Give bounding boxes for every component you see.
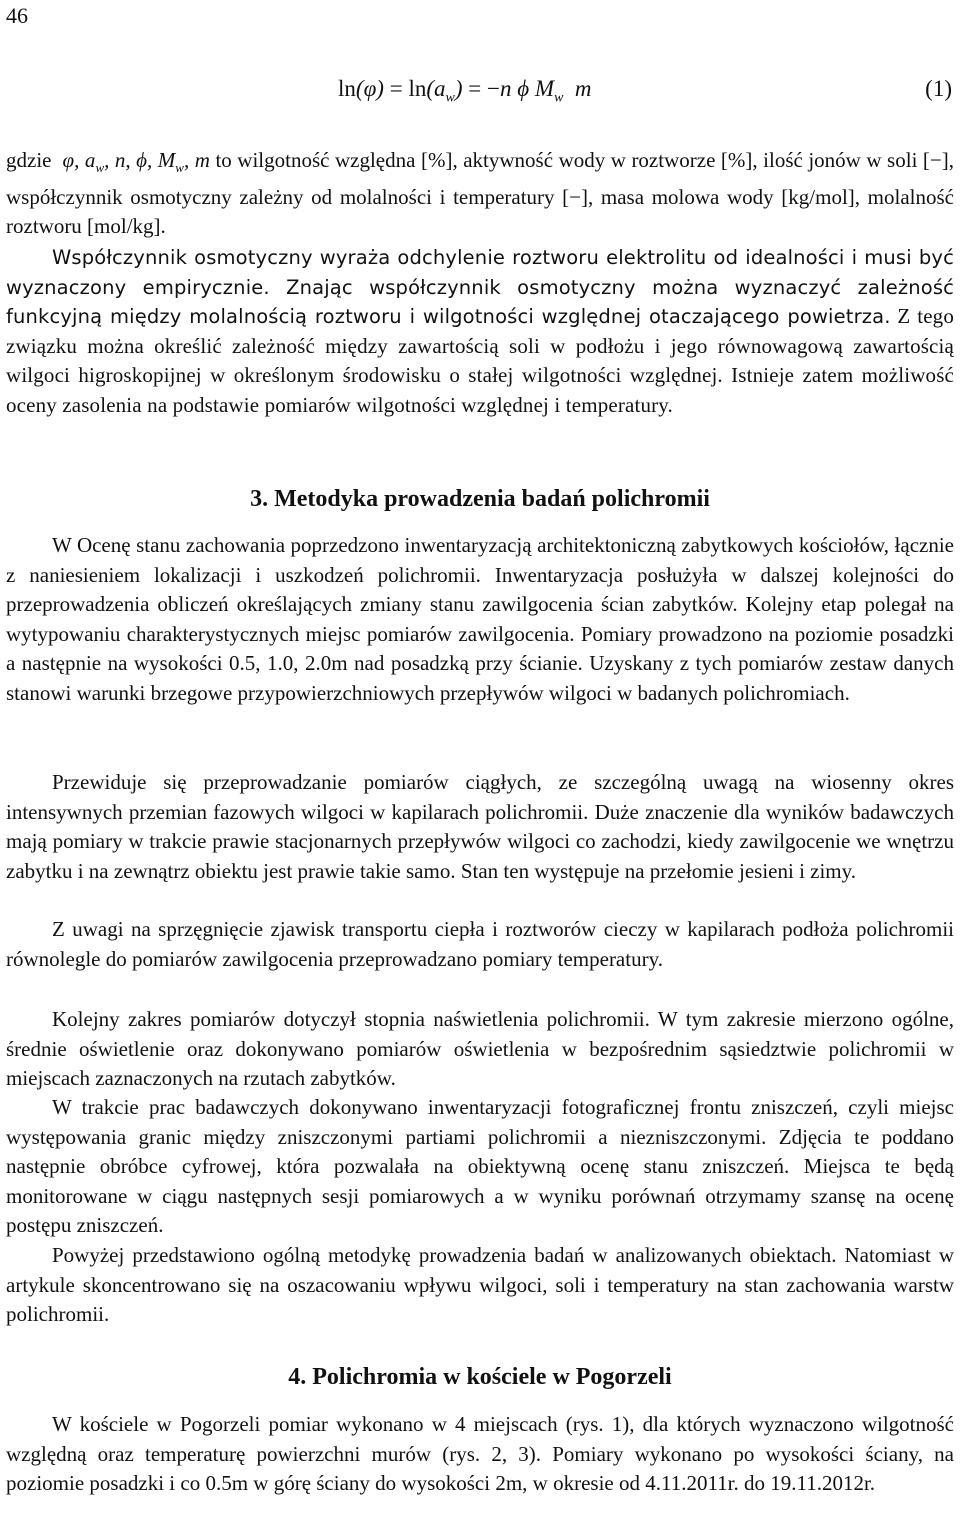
symbol-definitions: gdzie φ, $a_w$, n, ϕ, $M_w$, m to wilgotność względna [%], aktywność wody w roztworze [%], ilość jonów w soli [−], współczynnik osmotyczny zależny od molalności i temperatury [−], masa molowa wody [kg/mol], molalność roztworu [mol/kg]. bbox=[6, 148, 955, 239]
section-4-heading: 4. Polichromia w kościele w Pogorzeli bbox=[288, 1364, 672, 1390]
paragraph-osmotic: Współczynnik osmotyczny wyraża odchylenie roztworu elektrolitu od idealności i musi być wyznaczony empirycznie. Znając współczynnik osmotyczny można wyznaczyć zależność funkcyjną między molalnością roztworu i wilgotności względnej otaczającego powietrza. Z tego związku można określić zależność między zawartością soli w podłożu i jego równowagową zawartością wilgoci higroskopijnej w określonym środowisku o stałej wilgotności względnej. Istnieje zatem możliwość oceny zasolenia na podstawie pomiarów wilgotności względnej i temperatury. bbox=[6, 246, 954, 417]
section-3-paragraph-6: Powyżej przedstawiono ogólną metodykę prowadzenia badań w analizowanych obiektach. Natomiast w artykule skoncentrowano się na oszacowaniu wpływu wilgoci, soli i temperatury na stan zachowania warstw polichromii. bbox=[6, 1243, 954, 1327]
equation-body: $\ln(\varphi) = \ln(a_w) = -n$ ϕ $M_w$ m bbox=[338, 76, 592, 106]
section-3-paragraph-4: Kolejny zakres pomiarów dotyczył stopnia naświetlenia polichromii. W tym zakresie mierzono ogólne, średnie oświetlenie oraz dokonywano pomiarów oświetlenia w bezpośrednim sąsiedztwie polichromii w miejscach zaznaczonych na rzutach zabytków. bbox=[6, 1007, 954, 1091]
page-number: 46 bbox=[6, 3, 28, 28]
section-3-paragraph-3: Z uwagi na sprzęgnięcie zjawisk transportu ciepła i roztworów cieczy w kapilarach podłoża polichromii równolegle do pomiarów zawilgocenia przeprowadzano pomiary temperatury. bbox=[6, 917, 954, 971]
section-3-paragraph-1: W Ocenę stanu zachowania poprzedzono inwentaryzacją architektoniczną zabytkowych kościołów, łącznie z naniesieniem lokalizacji i uszkodzeń polichromii. Inwentaryzacja posłużyła w dalszej kolejności do przeprowadzenia obliczeń określających zmiany stanu zawilgocenia ścian zabytków. Kolejny etap polegał na wytypowaniu charakterystycznych miejsc pomiarów zawilgocenia. Pomiary prowadzono na poziomie posadzki a następnie na wysokości 0.5, 1.0, 2.0m nad posadzką przy ścianie. Uzyskany z tych pomiarów zestaw danych stanowi warunki brzegowe przypowierzchniowych przepływów wilgoci w badanych polichromiach. bbox=[6, 533, 954, 705]
section-3-heading: 3. Metodyka prowadzenia badań polichromii bbox=[250, 486, 710, 512]
section-4-paragraph-1: W kościele w Pogorzeli pomiar wykonano w 4 miejscach (rys. 1), dla których wyznaczono wilgotność względną oraz temperaturę powierzchni murów (rys. 2, 3). Pomiary wykonano po wysokości ściany, na poziomie posadzki i co 0.5m w górę ściany do wysokości 2m, w okresie od 4.11.2011r. do 19.11.2012r. bbox=[6, 1412, 954, 1496]
section-3-paragraph-2: Przewiduje się przeprowadzanie pomiarów ciągłych, ze szczególną uwagą na wiosenny okres intensywnych przemian fazowych wilgoci w kapilarach polichromii. Duże znaczenie dla wyników badawczych mają pomiary w trakcie prawie stacjonarnych przepływów wilgoci co zachodzi, kiedy zawilgocenie we wnętrzu zabytku i na zewnątrz obiektu jest prawie takie samo. Stan ten występuje na przełomie jesieni i zimy. bbox=[6, 770, 954, 883]
section-3-paragraph-5: W trakcie prac badawczych dokonywano inwentaryzacji fotograficznej frontu zniszczeń, czyli miejsc występowania granic między zniszczonymi partiami polichromii a niezniszczonymi. Zdjęcia te poddano następnie obróbce cyfrowej, która pozwalała na obiektywną ocenę stanu zniszczeń. Miejsca te będą monitorowane w ciągu następnych sesji pomiarowych a w wyniku porównań otrzymamy szansę na ocenę postępu zniszczeń. bbox=[6, 1095, 954, 1238]
equation-1 bbox=[0, 76, 960, 112]
equation-number: (1) bbox=[925, 76, 952, 101]
